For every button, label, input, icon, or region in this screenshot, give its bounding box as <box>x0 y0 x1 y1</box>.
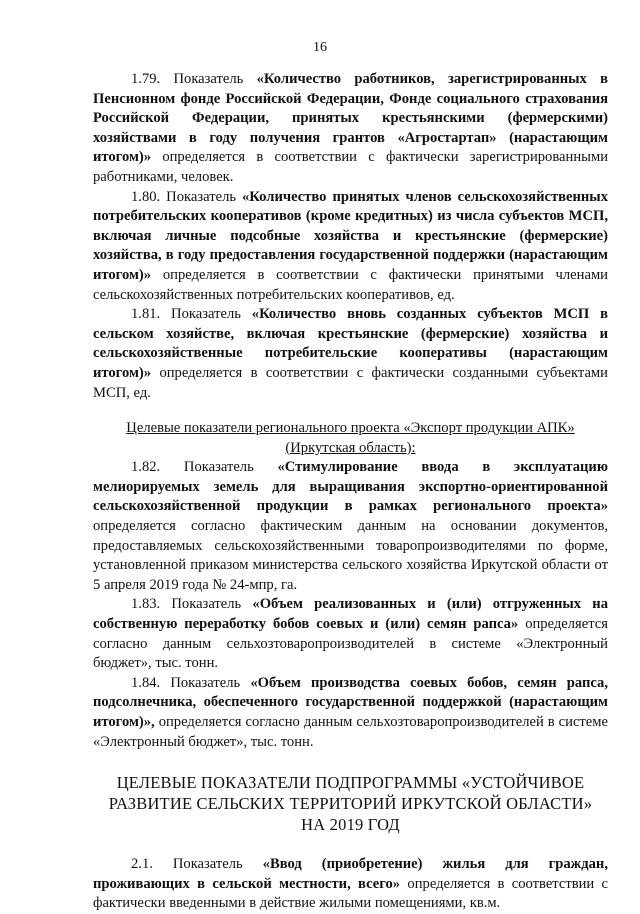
indicator-number: 1.79. Показатель <box>131 71 244 87</box>
subprogram-heading-line2: РАЗВИТИЕ СЕЛЬСКИХ ТЕРРИТОРИЙ ИРКУТСКОЙ ОБЛАСТИ» <box>108 794 593 814</box>
indicator-1-83 <box>93 595 608 673</box>
indicator-2-1 <box>93 855 608 914</box>
indicator-description: определяется в соответствии с фактически принятыми членами сельскохозяйственных потребительских кооперативов, ед. <box>93 266 608 303</box>
regional-project-heading <box>93 419 608 458</box>
indicator-1-81 <box>93 305 608 403</box>
regional-project-heading-line1: Целевые показатели регионального проекта «Экспорт продукции АПК» <box>126 420 575 437</box>
indicator-description: определяется согласно фактическим данным на основании документов, предоставляемых сельскохозяйственными товаропроизводителями по форме, установленной приказом министерства сельского хозяйства Иркутской области от 5 апреля 2019 года № 24-мпр, га. <box>93 518 608 593</box>
indicator-1-82 <box>93 458 608 595</box>
indicator-description: определяется в соответствии с фактически введенными в действие жилыми помещениями, кв.м. <box>93 875 609 912</box>
indicator-number: 1.80. Показатель <box>131 188 237 205</box>
indicator-1-80 <box>93 188 608 306</box>
indicator-number: 2.1. Показатель <box>131 856 243 873</box>
indicator-title: «Стимулирование ввода в эксплуатацию мелиорируемых земель для выращивания экспортно-ориентированной сельскохозяйственной продукции в рамках регионального проекта» <box>93 459 608 515</box>
indicator-title: «Ввод (приобретение) жилья для граждан, проживающих в сельской местности, всего» <box>93 856 608 892</box>
indicator-number: 1.82. Показатель <box>131 459 254 476</box>
indicator-title: «Объем реализованных и (или) отгруженных на собственную переработку бобов соевых и (или) семян рапса» <box>93 596 608 633</box>
indicator-description: определяется в соответствии с фактически зарегистрированными работниками, человек. <box>93 149 608 185</box>
indicator-title: «Количество вновь созданных субъектов МСП в сельском хозяйстве, включая крестьянские (фермерские) хозяйства и сельскохозяйственные потребительские кооперативы (нарастающим итогом)» <box>93 306 608 381</box>
subprogram-heading-line1: ЦЕЛЕВЫЕ ПОКАЗАТЕЛИ ПОДПРОГРАММЫ «УСТОЙЧИВОЕ <box>116 773 585 793</box>
indicator-title: «Количество принятых членов сельскохозяйственных потребительских кооперативов (кроме кредитных) из числа субъектов МСП, включая личные подсобные хозяйства и крестьянские (фермерские) хозяйства, в году предоставления государственной поддержки (нарастающим итогом)» <box>93 188 608 283</box>
subprogram-heading-line3: НА 2019 ГОД <box>301 815 400 835</box>
indicator-1-79 <box>93 70 608 188</box>
document-body <box>93 70 608 914</box>
indicator-description: определяется согласно данным сельхозтоваропроизводителей в системе «Электронный бюджет», тыс. тонн. <box>93 714 608 750</box>
indicator-1-84 <box>93 674 608 752</box>
subprogram-heading <box>93 772 608 835</box>
regional-project-heading-line2: (Иркутская область): <box>285 439 416 456</box>
indicator-description: определяется в соответствии с фактически созданными субъектами МСП, ед. <box>93 364 608 401</box>
indicator-number: 1.83. Показатель <box>131 596 242 613</box>
indicator-number: 1.81. Показатель <box>131 306 241 323</box>
page-number: 16 <box>313 40 327 55</box>
indicator-number: 1.84. Показатель <box>131 674 241 691</box>
indicator-title: «Объем производства соевых бобов, семян рапса, подсолнечника, обеспеченного государственной поддержкой (нарастающим итогом)», <box>93 674 608 730</box>
indicator-description: определяется согласно данным сельхозтоваропроизводителей в системе «Электронный бюджет», тыс. тонн. <box>93 616 608 672</box>
indicator-title: «Количество работников, зарегистрированных в Пенсионном фонде Российской Федерации, Фонде социального страхования Российской Федерации, принятых крестьянскими (фермерскими) хозяйствами в году получения грантов «Агростартап» (нарастающим итогом)» <box>93 71 608 166</box>
